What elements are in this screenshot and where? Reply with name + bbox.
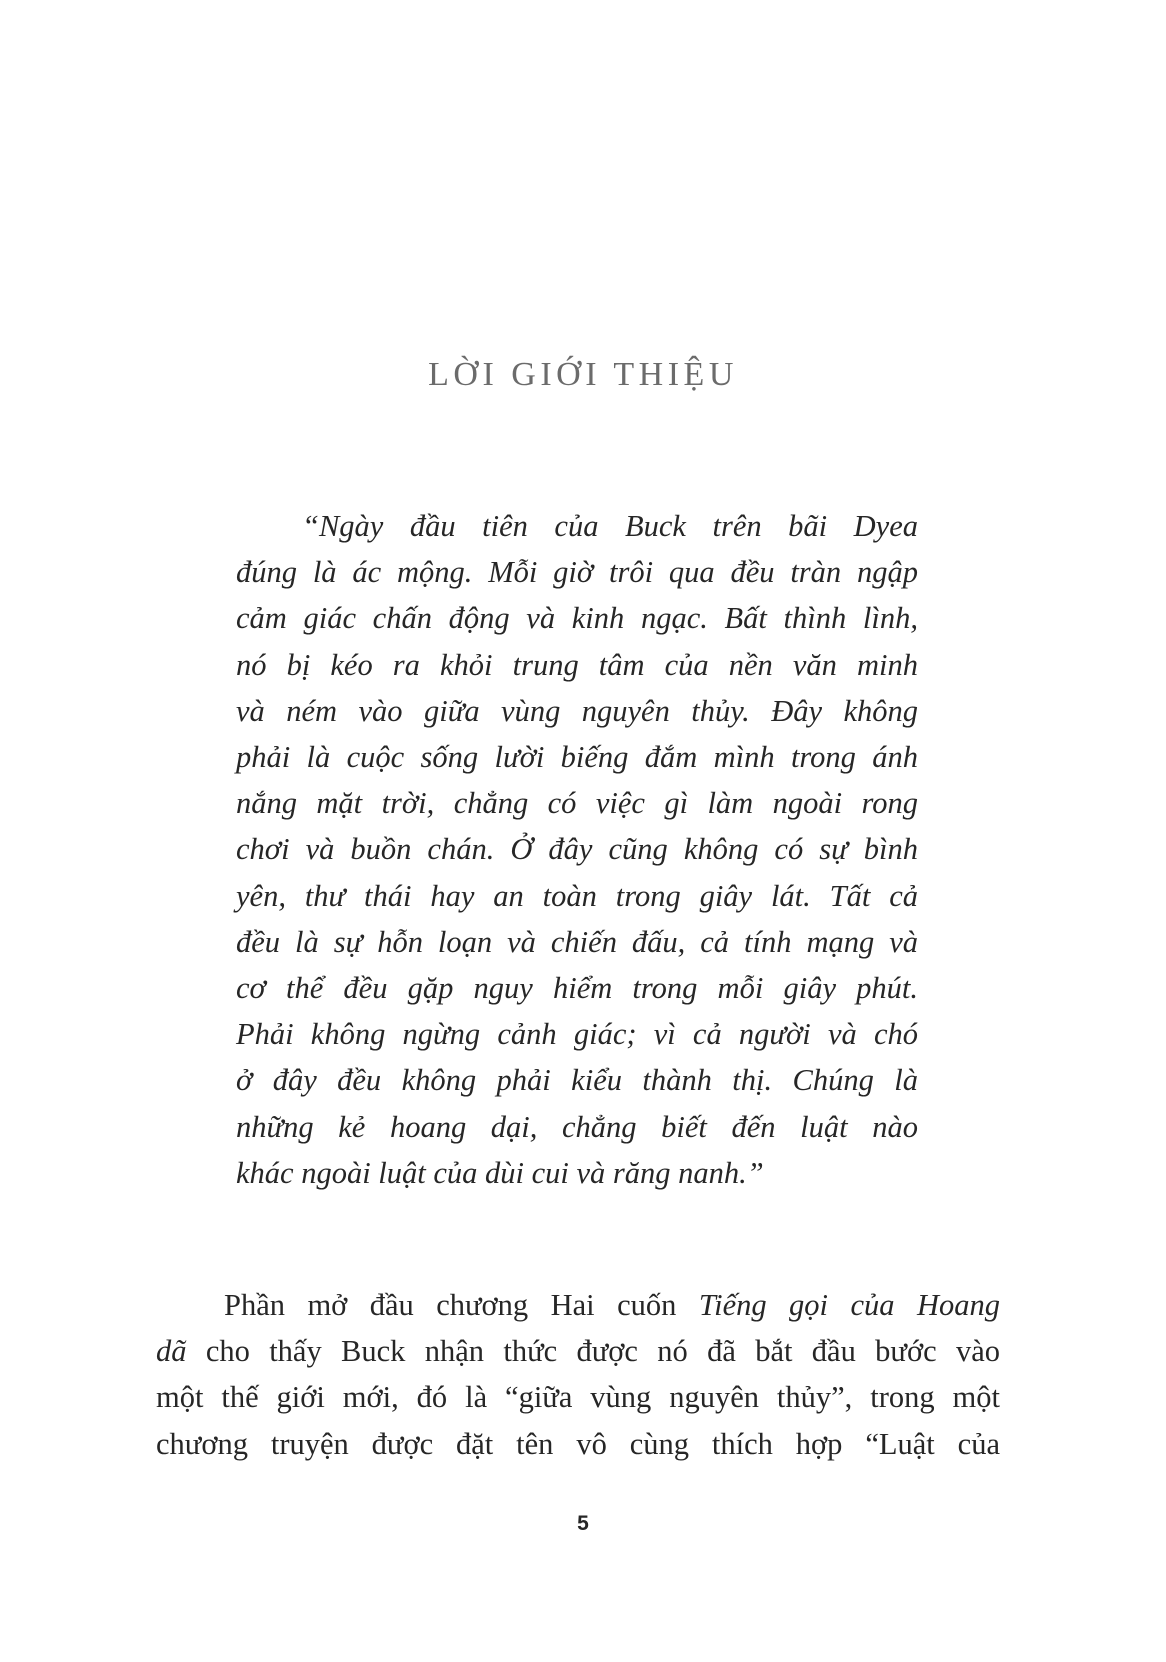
quote-line: những kẻ hoang dại, chẳng biết đến luật nào [236,1109,918,1144]
quote-line: cơ thể đều gặp nguy hiểm trong mỗi giây phút. [236,971,918,1006]
epigraph-quote [236,503,918,1196]
body-text: cho thấy Buck nhận thức được nó đã bắt đầu bước vào [186,1334,1000,1369]
quote-line: đúng là ác mộng. Mỗi giờ trôi qua đều tràn ngập [236,555,918,590]
quote-line: cảm giác chấn động và kinh ngạc. Bất thình lình, [236,601,918,636]
quote-line: và ném vào giữa vùng nguyên thủy. Đây không [236,693,918,728]
page-number: 5 [577,1512,589,1535]
body-paragraph [156,1282,1000,1467]
body-line: một thế giới mới, đó là “giữa vùng nguyên thủy”, trong một [156,1380,1000,1415]
quote-line: Phải không ngừng cảnh giác; vì cả người và chó [236,1017,918,1052]
book-title-italic: dã [156,1334,187,1369]
quote-line: nó bị kéo ra khỏi trung tâm của nền văn minh [236,647,918,682]
quote-line: khác ngoài luật của dùi cui và răng nanh.” [236,1155,764,1190]
book-title-italic: Tiếng gọi của Hoang [698,1288,1000,1322]
quote-line: phải là cuộc sống lười biếng đắm mình trong ánh [236,740,918,775]
quote-line: đều là sự hỗn loạn và chiến đấu, cả tính mạng và [236,924,918,959]
body-text: Phần mở đầu chương Hai cuốn [224,1288,699,1322]
quote-line: yên, thư thái hay an toàn trong giây lát. Tất cả [236,878,918,913]
body-line: chương truyện được đặt tên vô cùng thích hợp “Luật của [156,1426,1000,1461]
quote-line: chơi và buồn chán. Ở đây cũng không có sự bình [236,832,918,867]
body-line [156,1282,1000,1328]
quote-line: nắng mặt trời, chẳng có việc gì làm ngoài rong [236,786,918,821]
body-line [156,1328,1000,1374]
quote-line: “Ngày đầu tiên của Buck trên bãi Dyea [302,509,918,543]
quote-line: ở đây đều không phải kiểu thành thị. Chúng là [236,1063,918,1098]
chapter-title: LỜI GIỚI THIỆU [428,356,738,393]
